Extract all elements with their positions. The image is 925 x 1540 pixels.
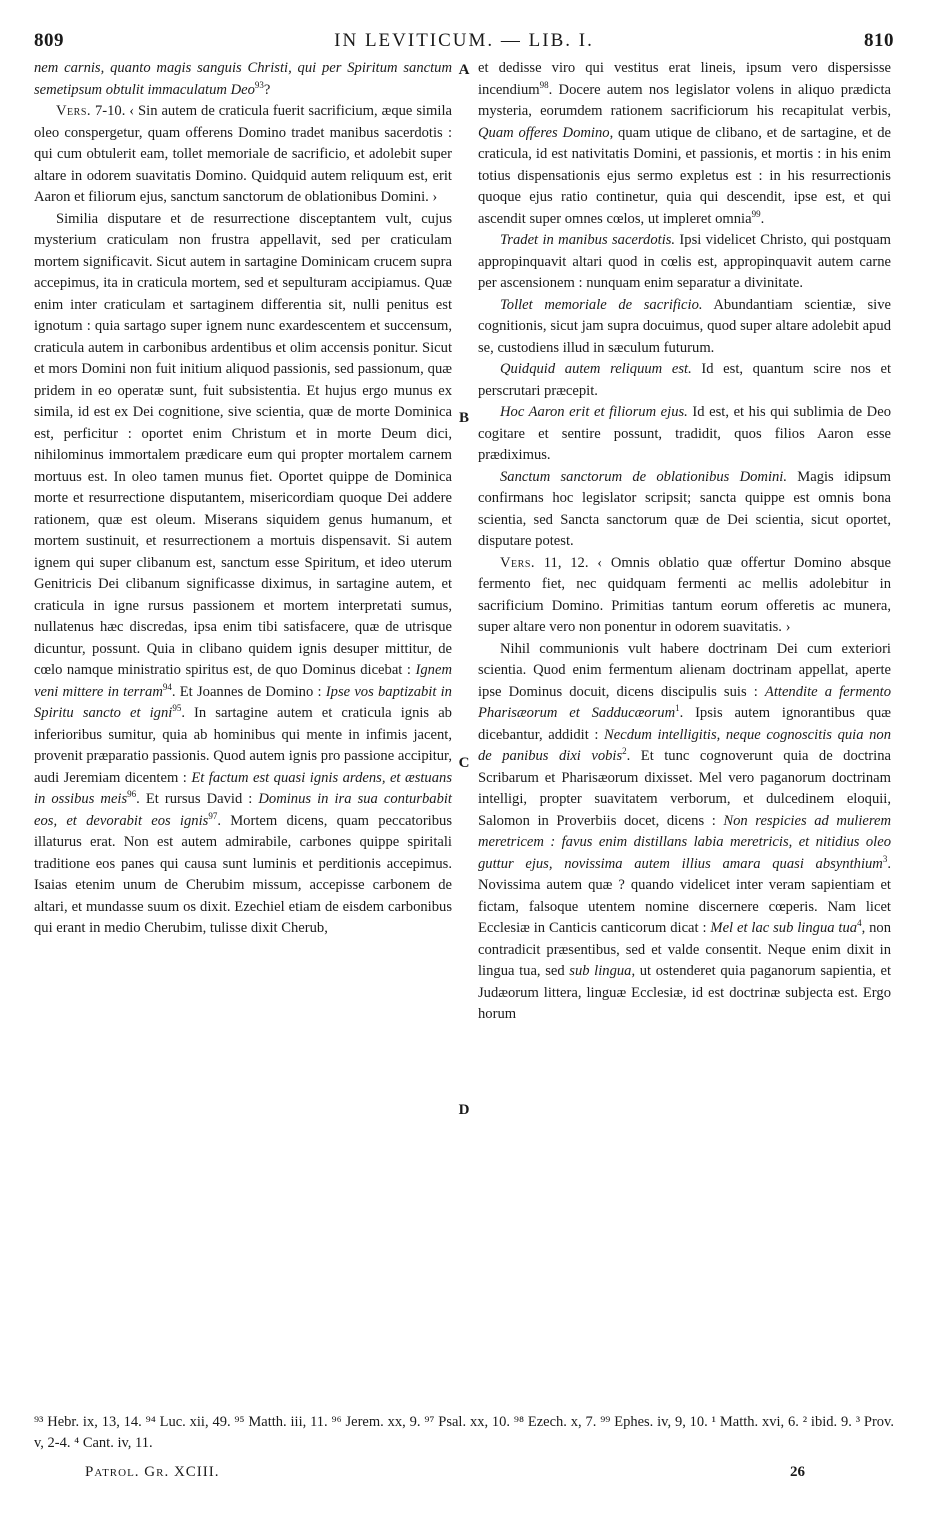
footnotes: ⁹³ Hebr. ix, 13, 14. ⁹⁴ Luc. xii, 49. ⁹⁵ Matth. iii, 11. ⁹⁶ Jerem. xx, 9. ⁹⁷ Psal. xx, 10. ⁹⁸ Ezech. x, 7. ⁹⁹ Ephes. iv, 9, 10. ¹ Matth. xvi, 6. ² ibid. 9. ³ Prov. v, 2-4. ⁴ Cant. iv, 11. (34, 1414, 894, 1451)
italic-text: Attendite a fermento Pharisæorum et Sadducæorum (478, 683, 891, 721)
right-column (478, 58, 891, 1026)
margin-marker-a: A (458, 62, 470, 78)
running-header (34, 30, 894, 54)
italic-text: Ignem veni mittere in terram (34, 662, 452, 700)
text: , non contradicit præsentibus, sed et valde consentit. Neque enim dixit in lingua tua, sed (478, 920, 892, 979)
footnote-ref: 96 (127, 789, 137, 800)
page-number-left: 809 (34, 30, 64, 51)
paragraph (478, 58, 891, 230)
italic-text: Tollet memoriale de sacrificio. (500, 296, 703, 313)
paragraph (478, 467, 891, 553)
left-column (34, 58, 452, 940)
italic-text: sub lingua (569, 963, 632, 979)
text: et dedisse viro qui vestitus erat lineis, ipsum vero dispersisse incendium (478, 60, 891, 98)
paragraph (34, 209, 452, 940)
text: ? (263, 81, 271, 98)
footnote-ref: 95 (172, 703, 182, 714)
italic-text: Hoc Aaron erit et filiorum ejus. (500, 404, 688, 420)
footnote-ref: 93 (254, 79, 264, 90)
footnote-ref: 4 (857, 918, 862, 929)
margin-marker-c: C (458, 755, 470, 771)
footnote-ref: 2 (622, 746, 627, 757)
paragraph (34, 58, 452, 101)
paragraph (478, 295, 891, 360)
text: . Docere autem nos legislator volens in aliquo prædicta mysteria, eorumdem rationem sacrificiorum his recapitulat verbis, (478, 81, 891, 119)
italic-text: Et factum est quasi ignis ardens, et æstuans in ossibus meis (34, 769, 452, 807)
italic-text: Ipse vos baptizabit in Spiritu sancto et igni (34, 683, 452, 721)
text: Abundantiam scientiæ, sive cognitionis, sicut jam supra docuimus, quod super altare adolebit apud se, custodiens illud in sæculum futurum. (478, 296, 891, 356)
text: . Mortem dicens, quam peccatoribus illaturus erat. Non est autem admirabile, carbones quippe spiritali traditione eos panes qui causa sunt luminis et perditionis accepimus. Isaias etenim unum de Cherubim missum, accepisse carbonem de altari, et mundasse suum os dixit. Ezechiel etiam de eisdem carbonibus qui erant in medio Cherubim, tulisse dixit Cherub, (34, 812, 453, 936)
paragraph (478, 402, 891, 467)
text: , quam utique de clibano, et de sartagine, et de craticula, id est nativitatis Domini, et passionis, et mortis : in his enim totius dispensationis ejus sermo expletus est : in his resurrectionis quoque ejus ratio continetur, quia qui descendit, ipse est, et qui ascendit super omnes cœlos, ut impleret omnia (478, 124, 891, 227)
paragraph (34, 101, 452, 209)
italic-text: Quidquid autem reliquum est. (500, 361, 692, 377)
text: Similia disputare et de resurrectione disceptantem vult, cujus mysterium craticulam non frustra appellavit, sed per craticulam mortem significavit. Sicut autem in sartagine Dominicam crucem supra accepimus, ita in craticula mortem, sed et sepulturam accipiamus. Quæ enim inter craticulam et sartaginem differentia sit, nulli penitus est ignotum : quia sartago super ignem nunc exardescentem et succensum, craticula autem in carbonibus ardentibus et olim accensis ponitur. Sicut et mors Domini non fuit initium aliquod passionis, sed passionum, quæ pridem in eo operatæ sunt, fuit subsistentia. Et hujus ergo munus ex simila, id est ex Dei cognitione, sive scientia, quæ de morte Dominica est, perficitur : oportet enim Christum et in morte Deum dici, nihilominus immortalem prædicare eum qui propter mortalem carnem mortuus est. In oleo tamen munus fiet. Oportet quippe de Dominica morte et resurrectione disputantem, misericordiam quoque Dei addere rationem, quæ est oleum. Miserans siquidem genus humanum, et mortem sustinuit, et resurrectionem a mortuis dispensavit. Si autem ignem qui super clibanum est, sanctum esse Spiritum, et ideo uterum Genitricis Dei clibanum significasse diximus, in sartagine autem, et craticula in igne rursus passionem et mortem interpretati sumus, nullatenus hæc discredas, ipsa enim tibi satisfacere, quæ de utrisque dicuntur, possunt. Quia in clibano quidem ignis desuper mittitur, de cœlo namque ministratio spiritus est, de quo Dominus dicebat : (34, 210, 452, 678)
text: . (760, 210, 765, 227)
italic-text: Dominus in ira sua conturbabit eos, et devorabit eos ignis (34, 791, 452, 829)
text: . Et rursus David : (136, 791, 259, 807)
text: Magis idipsum confirmans hoc legislator scripsit; sancta quippe est omnis bona scientia, sed Sancta sanctorum quæ de Dei scientia, sicut oportet, disputare potest. (478, 468, 892, 549)
footnote-ref: 94 (162, 681, 172, 692)
italic-text: Tradet in manibus sacerdotis. (500, 232, 676, 248)
running-title: IN LEVITICUM. — LIB. I. (334, 30, 594, 51)
text: . Novissima autem quæ ? quando videlicet inter veram sapientiam et fictam, falsoque utentem nomine discernere cœperis. Nam licet Ecclesiæ in Canticis canticorum dicat : (478, 855, 891, 936)
series-signature: Patrol. Gr. XCIII. (85, 1464, 220, 1480)
text: 7-10. ‹ Sin autem de craticula fuerit sacrificium, æque simila oleo conspergetur, quam offerens Domino tradet manibus sacerdotis : qui cum obtulerit eam, tollet memoriale de sacrificio, et adolebit super altare in odorem suavitatis Domino. Quidquid autem reliquum est, erit Aaron et filiorum ejus, sanctum sanctorum de oblationibus Domini. › (34, 103, 452, 205)
text: . Et Joannes de Domino : (171, 683, 326, 700)
footnote-ref: 3 (882, 853, 888, 864)
text: , ut ostenderet quia paganorum sapientia, et Judæorum littera, linguæ Ecclesiæ, id est doctrinæ subjecta est. Ergo horum (478, 963, 892, 1022)
text: Id est, quantum scire nos et perscrutari præcepit. (478, 361, 891, 399)
italic-text: Mel et lac sub lingua tua (710, 920, 858, 936)
gathering-signature: 26 (790, 1464, 805, 1480)
italic-text: Sanctum sanctorum de oblationibus Domini. (500, 468, 788, 485)
italic-text: Non respicies ad mulierem meretricem : favus enim distillans labia meretricis, et nitidius oleo guttur ejus, novissima autem illius amara quasi absynthium (478, 812, 892, 872)
paragraph (478, 230, 891, 295)
text: . Et tunc cognoverunt quia de doctrina Scribarum et Pharisæorum dixisset. Mel vero paganorum doctrinam intelligi, propter suavitatem verborum, et dulcedinem eloquii, Salomon in Proverbiis docet, dicens : (478, 748, 891, 829)
footnote-ref: 97 (208, 810, 218, 821)
verse-label: Vers. (56, 103, 92, 119)
italic-text: nem carnis, quanto magis sanguis Christi, qui per Spiritum sanctum semetipsum obtulit immaculatum Deo (34, 60, 452, 98)
paragraph (478, 553, 891, 639)
text: Ipsi videlicet Christo, qui postquam appropinquavit altari quod in cœlis est, appropinquavit autem carne per ascensionem : nunquam enim separatur a divinitate. (478, 232, 891, 291)
text: Id est, et his qui sublimia de Deo cogitare et sentire possunt, tradidit, quos filios Aaron esse prædiximus. (478, 404, 891, 463)
footnote-ref: 1 (675, 703, 680, 714)
page-number-right: 810 (864, 30, 894, 51)
paragraph (478, 359, 891, 402)
text: 11, 12. ‹ Omnis oblatio quæ offertur Domino absque fermento fiet, nec quidquam fermenti ac mellis adolebitur in sacrificium Domino. Primitias tantum eorum offeretis ac munera, super altare vero non ponentur in odorem suavitatis. › (478, 554, 891, 635)
margin-marker-b: B (458, 410, 469, 426)
italic-text: Necdum intelligitis, neque cognoscitis quia non de panibus dixi vobis (478, 726, 892, 764)
footnote-ref: 99 (751, 208, 761, 219)
italic-text: Quam offeres Domino (478, 124, 610, 141)
verse-label: Vers. (500, 554, 536, 571)
text: . Ipsis autem ignorantibus quæ dicebantur, addidit : (478, 705, 891, 743)
margin-marker-d: D (458, 1102, 470, 1118)
paragraph (478, 639, 891, 1026)
text: . In sartagine autem et craticula ignis ab inferioribus sumitur, quia ab hominibus qui mente in infimis jacent, provenit præparatio passionis. Quod autem ignis pro passione accipitur, audi Jeremiam dicentem : (34, 705, 452, 786)
footnote-ref: 98 (539, 79, 549, 90)
text: Nihil communionis vult habere doctrinam Dei cum exteriori scientia. Quod enim fermentum alienam doctrinam appellat, aperte ipse Dominus docuit, dicens discipulis suis : (478, 640, 891, 700)
